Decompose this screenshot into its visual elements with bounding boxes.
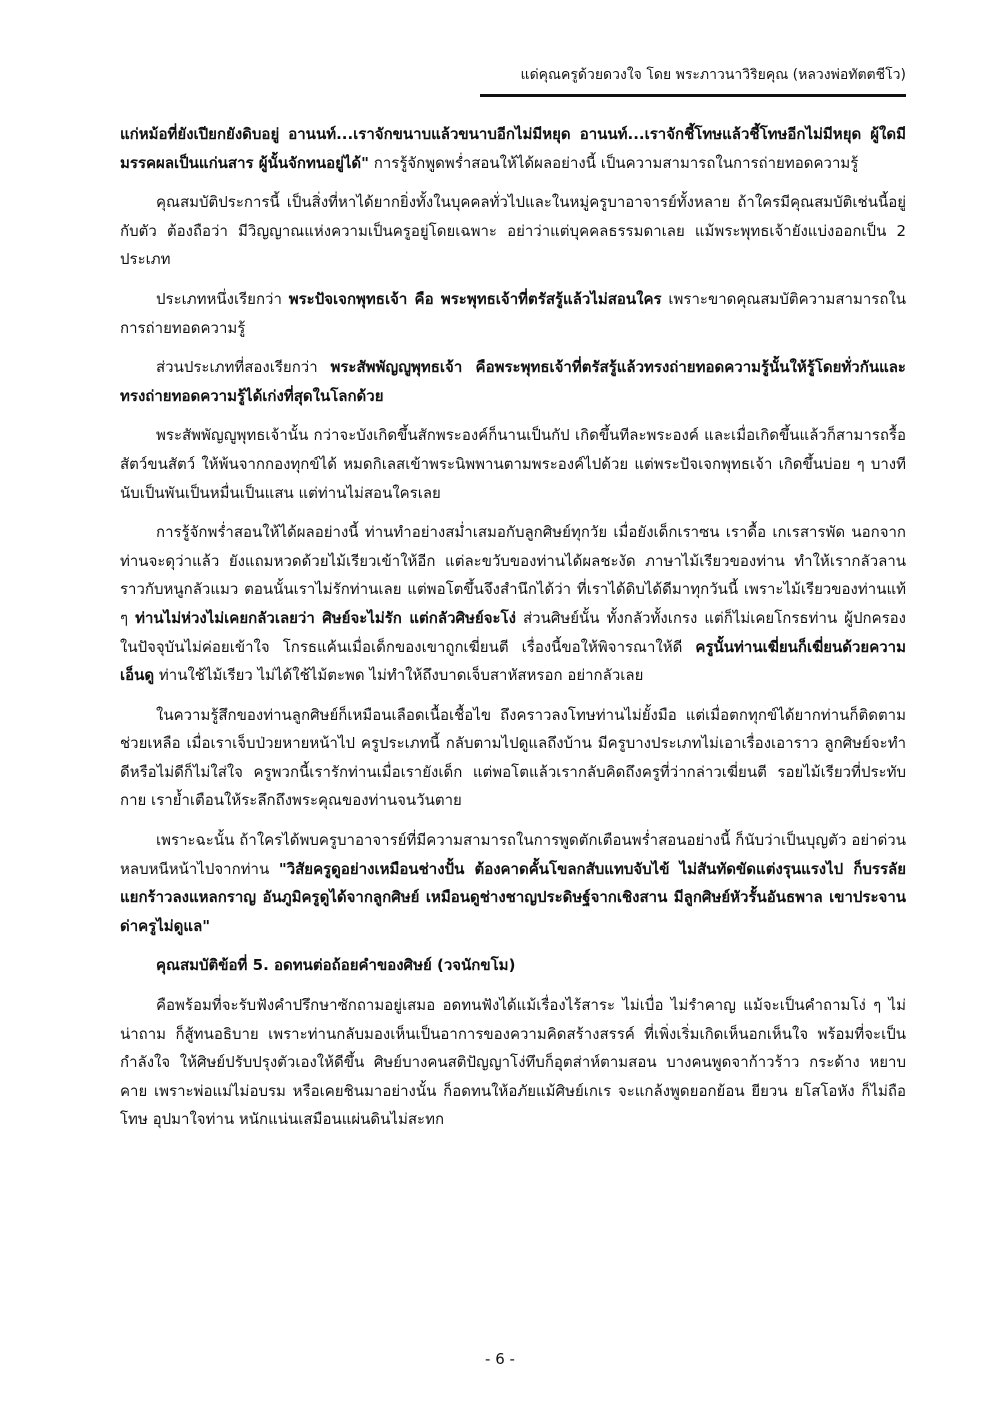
section-heading [120,951,906,980]
paragraph-6-bold-1: ท่านไม่ห่วงไม่เคยกลัวเลยว่า ศิษย์จะไม่รัก แต่กลัวศิษย์จะโง่ [135,608,516,627]
paragraph-1 [120,120,906,177]
paragraph-10-text-1: คือพร้อมที่จะรับฟังคำปรึกษาซักถามอยู่เสมอ อดทนฟังได้แม้เรื่องไร้สาระ ไม่เบื่อ ไม่รำคาญ แม้จะเป็นคำถามโง่ ๆ ไม่น่าถาม ก็สู้ทนอธิบาย เพราะท่านกลับมองเห็นเป็นอาการของความคิดสร้างสรรค์ ที่เพิ่งเริ่มเกิดเห็นอกเห็นใจ พร้อมที่จะเป็นกำลังใจ ให้ศิษย์ปรับปรุงตัวเองให้ดีขึ้น ศิษย์บางคนสติปัญญาโง่ทึบก็อุตส่าห์ตามสอน บางคนพูดจาก้าวร้าว กระด้าง หยาบคาย เพราะพ่อแม่ไม่อบรม หรือเคยชินมาอย่างนั้น ก็อดทนให้อภัยแม้ศิษย์เกเร จะแกล้งพูดยอกย้อน ยียวน ยโสโอหัง ก็ไม่ถือโทษ อุปมาใจท่าน หนักแน่นเสมือนแผ่นดินไม่สะทก [120,996,907,1129]
paragraph-6-text-1: การรู้จักพร่ำสอนให้ได้ผลอย่างนี้ ท่านทำอย่างสม่ำเสมอกับลูกศิษย์ทุกวัย เมื่อยังเด็กเราซน เราดื้อ เกเรสารพัด นอกจากท่านจะดุว่าแล้ว ยังแถมหวดด้วยไม้เรียวเข้าให้อีก แต่ละขวับของท่านได้ผลชะงัด ภาษาไม้เรียวของท่าน ทำให้เรากลัวลาน ราวกับหนูกลัวแมว ตอนนั้นเราไม่รักท่านเลย แต่พอโตขึ้นจึงสำนึกได้ว่า ที่เราได้ดิบได้ดีมาทุกวันนี้ เพราะไม้เรียวของท่านแท้ ๆ [120,523,906,627]
paragraph-5 [120,421,906,507]
paragraph-8-text-1: เพราะฉะนั้น ถ้าใครได้พบครูบาอาจารย์ที่มีความสามารถในการพูดตักเตือนพร่ำสอนอย่างนี้ ก็นับว่าเป็นบุญตัว อย่าด่วนหลบหนีหน้าไปจากท่าน [120,831,906,878]
paragraph-7 [120,701,906,815]
paragraph-5-text-1: พระสัพพัญญูพุทธเจ้านั้น กว่าจะบังเกิดขึ้นสักพระองค์ก็นานเป็นกัป เกิดขึ้นทีละพระองค์ และเมื่อเกิดขึ้นแล้วก็สามารถรื้อสัตว์ขนสัตว์ ให้พ้นจากกองทุกข์ได้ หมดกิเลสเข้าพระนิพพานตามพระองค์ไปด้วย แต่พระปัจเจกพุทธเจ้า เกิดขึ้นบ่อย ๆ บางทีนับเป็นพันเป็นหมื่นเป็นแสน แต่ท่านไม่สอนใครเลย [120,426,906,502]
paragraph-2 [120,188,906,274]
paragraph-6-text-2: ส่วนศิษย์นั้น ทั้งกลัวทั้งเกรง แต่ก็ไม่เคยโกรธท่าน ผู้ปกครองในปัจจุบันไม่ค่อยเข้าใจ โกรธแค้นเมื่อเด็กของเขาถูกเฆี่ยนตี เรื่องนี้ขอให้พิจารณาให้ดี [120,608,906,656]
paragraph-4-text-1: ส่วนประเภทที่สองเรียกว่า [156,358,331,377]
page-body [120,120,906,1145]
paragraph-6-bold-2: ครูนั้นท่านเฆี่ยนก็เฆี่ยนด้วยความเอ็นดู [120,637,906,685]
paragraph-6-text-3: ท่านใช้ไม้เรียว ไม่ได้ใช้ไม้ตะพด ไม่ทำให้ถึงบาดเจ็บสาหัสหรอก อย่ากลัวเลย [154,666,644,685]
paragraph-10 [120,991,906,1134]
paragraph-1-text-1: การรู้จักพูดพร่ำสอนให้ได้ผลอย่างนี้ เป็นความสามารถในการถ่ายทอดความรู้ [369,153,859,172]
paragraph-6 [120,518,906,690]
paragraph-4-bold-1: พระสัพพัญญูพุทธเจ้า คือพระพุทธเจ้าที่ตรัสรู้แล้วทรงถ่ายทอดความรู้นั้นให้รู้โดยทั่วกันและทรงถ่ายทอดความรู้ได้เก่งที่สุดในโลกด้วย [120,358,906,405]
paragraph-3-text-1: ประเภทหนึ่งเรียกว่า [156,289,289,308]
paragraph-8 [120,826,906,940]
paragraph-7-text-1: ในความรู้สึกของท่านลูกศิษย์ก็เหมือนเลือดเนื้อเชื้อไข ถึงคราวลงโทษท่านไม่ยั้งมือ แต่เมื่อตกทุกข์ได้ยากท่านก็ติดตามช่วยเหลือ เมื่อเราเจ็บป่วยหายหน้าไป ครูประเภทนี้ กลับตามไปดูแลถึงบ้าน มีครูบางประเภทไม่เอาเรื่องเอาราว ลูกศิษย์จะทำดีหรือไม่ดีก็ไม่ใส่ใจ ครูพวกนี้เรารักท่านเมื่อเรายังเด็ก แต่พอโตแล้วเรากลับคิดถึงครูที่ว่ากล่าวเฆี่ยนตี รอยไม้เรียวที่ประทับกาย เราย้ำเตือนให้ระลึกถึงพระคุณของท่านจนวันตาย [120,705,906,810]
paragraph-1-bold-1: แก่หม้อที่ยังเปียกยังดิบอยู่ อานนท์...เราจักขนาบแล้วขนาบอีกไม่มีหยุด อานนท์...เราจักชี้โทษแล้วชี้โทษอีกไม่มีหยุด ผู้ใดมีมรรคผลเป็นแก่นสาร ผู้นั้นจักทนอยู่ได้" [120,125,906,172]
header-rule [480,94,906,97]
paragraph-3-bold-1: พระปัจเจกพุทธเจ้า คือ พระพุทธเจ้าที่ตรัสรู้แล้วไม่สอนใคร [288,289,662,308]
paragraph-3-text-2: เพราะขาดคุณสมบัติความสามารถในการถ่ายทอดความรู้ [120,289,906,337]
page-number: - 6 - [485,1350,515,1368]
paragraph-8-bold-1: "วิสัยครูดูอย่างเหมือนช่างปั้น ต้องคาดคั้นโขลกสับแทบจับไข้ ไม่สันทัดขัดแต่งรุนแรงไป ก็บรรลัยแยกร้าวลงแหลกราญ อันภูมิครูดูได้จากลูกศิษย์ เหมือนดูช่างชาญประดิษฐ์จากเชิงสาน มีลูกศิษย์หัวรั้นอันธพาล เขาประจานด่าครูไม่ดูแล" [120,859,907,935]
running-header: แด่คุณครูด้วยดวงใจ โดย พระภาวนาวิริยคุณ (หลวงพ่อทัตตชีโว) [520,67,906,83]
paragraph-2-text-1: คุณสมบัติประการนี้ เป็นสิ่งที่หาได้ยากยิ่งทั้งในบุคคลทั่วไปและในหมู่ครูบาอาจารย์ทั้งหลาย ถ้าใครมีคุณสมบัติเช่นนี้อยู่กับตัว ต้องถือว่า มีวิญญาณแห่งความเป็นครูอยู่โดยเฉพาะ อย่าว่าแต่บุคคลธรรมดาเลย แม้พระพุทธเจ้ายังแบ่งออกเป็น 2 ประเภท [120,193,906,269]
paragraph-4 [120,353,906,410]
section-heading-text: คุณสมบัติข้อที่ 5. อดทนต่อถ้อยคำของศิษย์ (วจนักขโม) [156,956,516,975]
paragraph-3 [120,285,906,342]
